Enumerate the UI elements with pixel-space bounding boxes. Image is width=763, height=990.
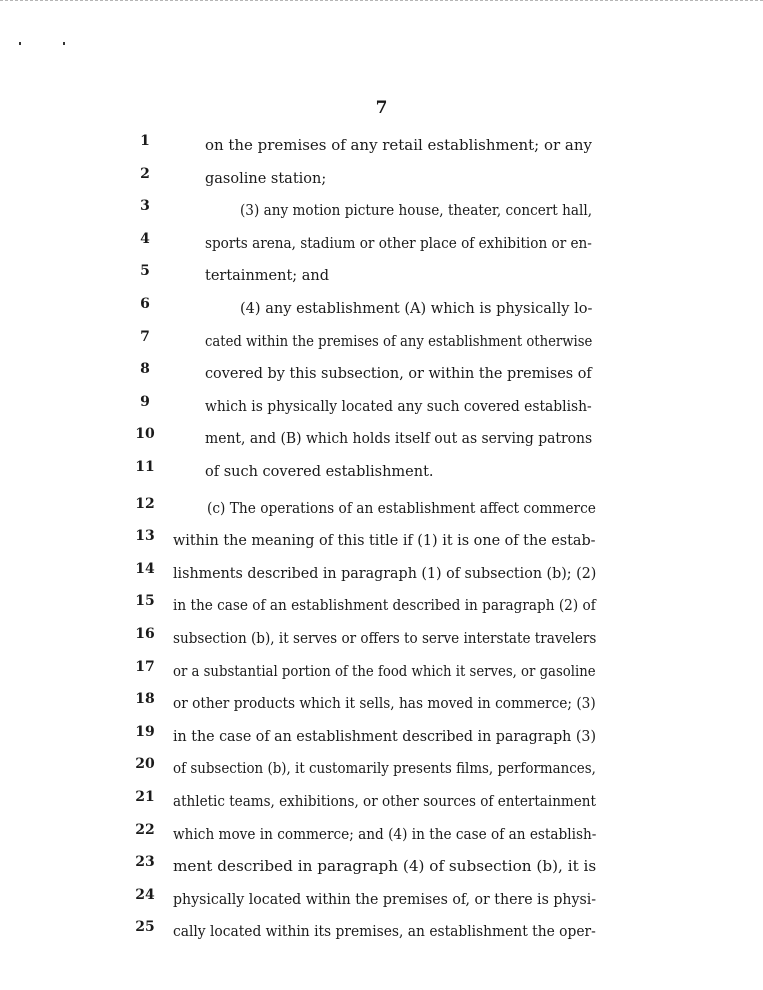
line-number: 21	[135, 789, 155, 805]
line-number: 14	[135, 560, 155, 577]
text-line	[0, 296, 763, 329]
line-number: 10	[135, 426, 155, 443]
text-line	[0, 166, 763, 199]
text-line	[0, 626, 763, 659]
line-text: (4) any establishment (A) which is physically lo-	[240, 301, 593, 317]
line-number: 3	[140, 198, 150, 215]
line-number: 24	[135, 886, 155, 903]
line-text: covered by this subsection, or within the premises of	[205, 366, 592, 383]
line-number: 2	[140, 165, 150, 182]
text-line	[0, 854, 763, 887]
text-line	[0, 361, 763, 394]
line-number: 16	[135, 626, 155, 642]
line-text: in the case of an establishment described in paragraph (3)	[173, 728, 597, 745]
line-number: 18	[135, 691, 155, 708]
line-text: in the case of an establishment described in paragraph (2) of	[173, 598, 596, 615]
line-number: 8	[140, 361, 150, 378]
text-line	[0, 919, 763, 952]
text-line	[0, 459, 763, 492]
text-line	[0, 593, 763, 626]
line-text: on the premises of any retail establishment; or any	[205, 138, 592, 154]
line-number: 17	[135, 658, 155, 675]
line-text: or other products which it sells, has moved in commerce; (3)	[173, 696, 596, 713]
line-text: which move in commerce; and (4) in the case of an establish-	[173, 826, 597, 843]
text-line	[0, 724, 763, 757]
line-text: ment described in paragraph (4) of subsection (b), it is	[173, 859, 597, 876]
text-line	[0, 528, 763, 561]
text-line	[0, 659, 763, 692]
line-text: cally located within its premises, an establishment the oper-	[173, 924, 596, 941]
text-line	[0, 789, 763, 822]
line-text: tertainment; and	[205, 268, 330, 285]
line-number: 7	[140, 328, 150, 345]
line-text: lishments described in paragraph (1) of subsection (b); (2)	[173, 565, 597, 582]
line-number: 19	[135, 723, 155, 740]
text-line	[0, 394, 763, 427]
scan-speck	[63, 42, 65, 45]
text-line	[0, 561, 763, 594]
text-line	[0, 133, 763, 166]
line-text: athletic teams, exhibitions, or other sources of entertainment	[173, 794, 596, 810]
page-number: 7	[375, 98, 388, 118]
line-number: 15	[135, 593, 155, 610]
line-number: 25	[135, 919, 155, 936]
line-number: 6	[140, 296, 150, 312]
text-line	[0, 198, 763, 231]
line-text: of such covered establishment.	[205, 464, 434, 480]
line-number: 5	[140, 263, 150, 280]
line-text: within the meaning of this title if (1) it is one of the estab-	[173, 533, 596, 550]
text-line	[0, 887, 763, 920]
text-line	[0, 822, 763, 855]
line-text: or a substantial portion of the food which it serves, or gasoline	[173, 663, 596, 680]
line-number: 23	[135, 854, 155, 871]
text-line	[0, 426, 763, 459]
text-line	[0, 231, 763, 264]
line-text: physically located within the premises of, or there is physi-	[173, 891, 597, 908]
line-number: 11	[135, 459, 155, 475]
line-number: 9	[140, 393, 150, 410]
line-number: 4	[140, 230, 150, 247]
line-text: subsection (b), it serves or offers to serve interstate travelers	[173, 631, 597, 647]
scan-top-border	[0, 0, 763, 1]
line-text: of subsection (b), it customarily presents films, performances,	[173, 761, 596, 778]
text-line	[0, 496, 763, 529]
line-number: 22	[135, 821, 155, 838]
line-text: ment, and (B) which holds itself out as serving patrons	[205, 431, 593, 448]
line-number: 1	[140, 133, 150, 149]
line-number: 13	[135, 528, 155, 545]
line-number: 20	[135, 756, 155, 773]
line-text: (c) The operations of an establishment affect commerce	[207, 500, 596, 517]
text-line	[0, 756, 763, 789]
line-text: which is physically located any such covered establish-	[205, 398, 592, 415]
line-text: cated within the premises of any establishment otherwise	[205, 333, 593, 350]
text-line	[0, 263, 763, 296]
line-text: (3) any motion picture house, theater, concert hall,	[240, 203, 593, 220]
line-text: gasoline station;	[205, 170, 327, 187]
text-line	[0, 691, 763, 724]
line-number: 12	[135, 495, 155, 512]
scan-speck	[19, 42, 21, 45]
text-line	[0, 329, 763, 362]
line-text: sports arena, stadium or other place of exhibition or en-	[205, 235, 592, 252]
